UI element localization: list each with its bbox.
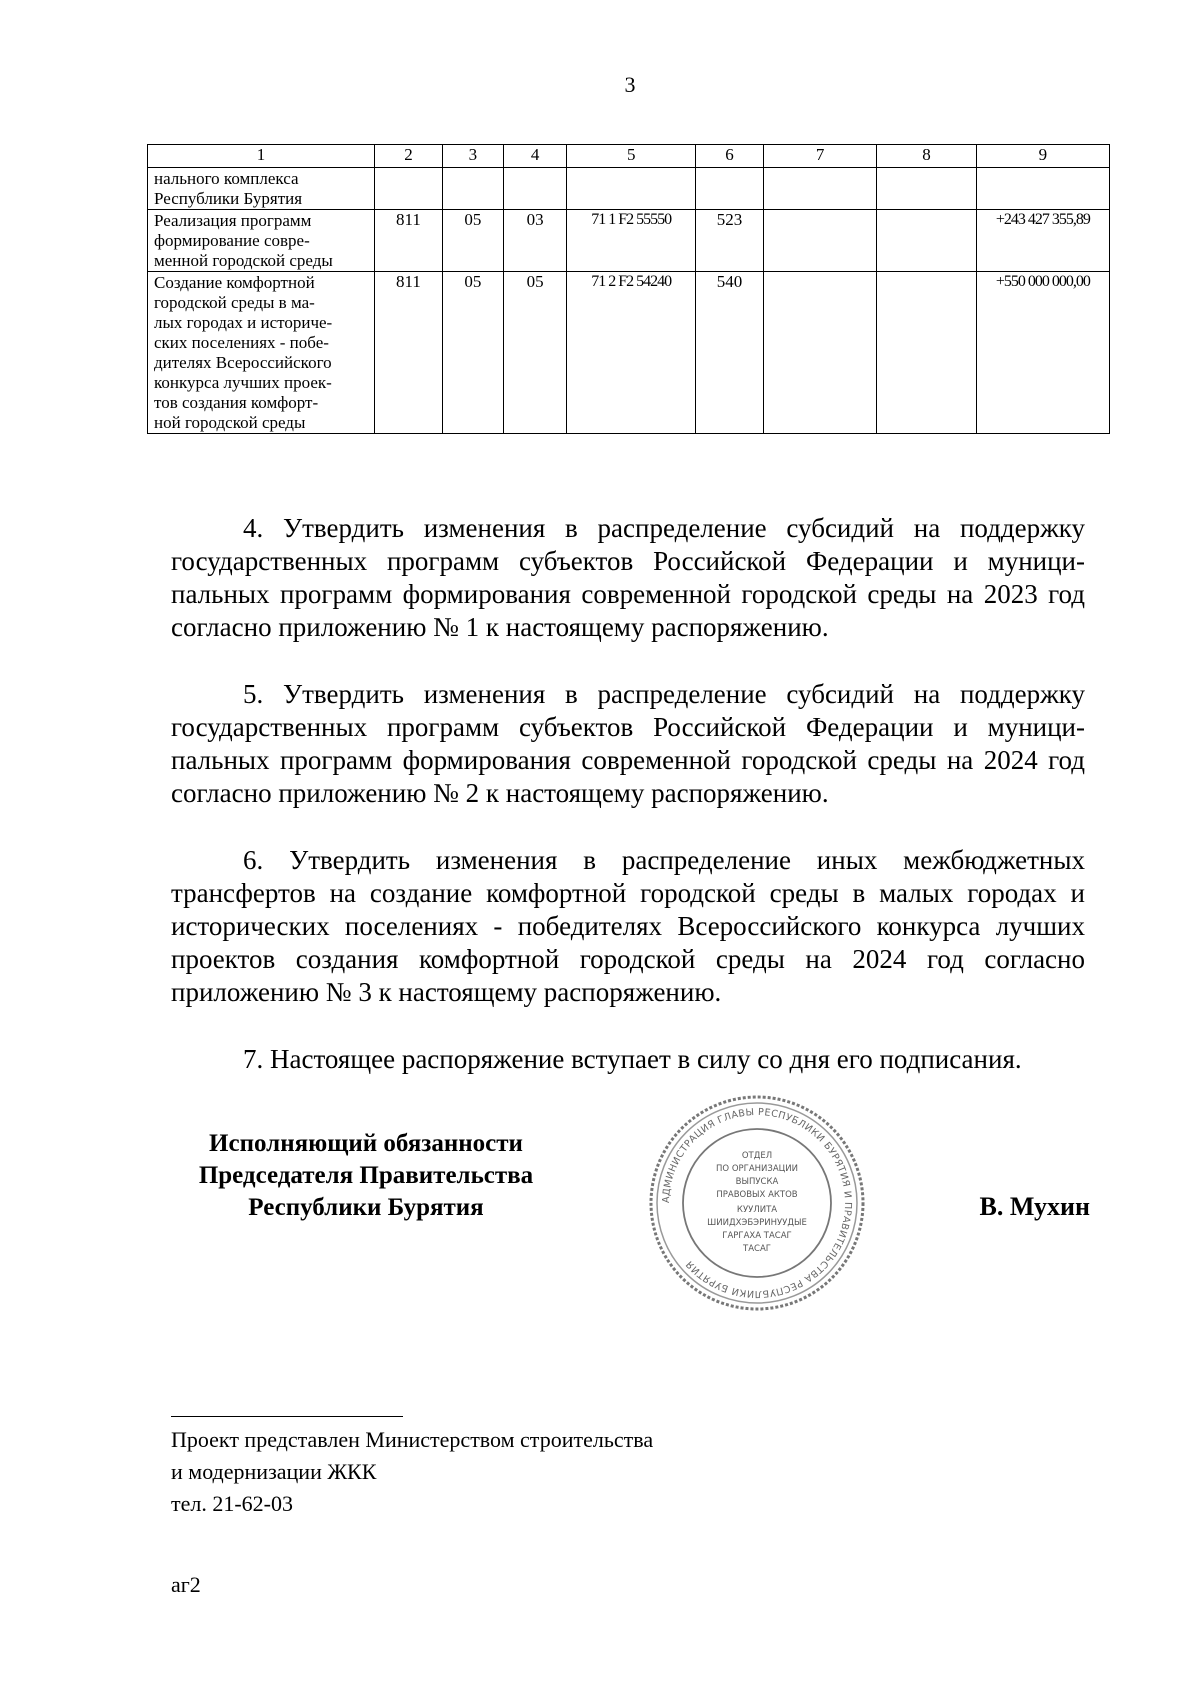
cell-c2: 811 xyxy=(375,210,443,272)
cell-c6 xyxy=(696,168,764,210)
column-header: 1 xyxy=(148,145,375,168)
row-name-line: ских поселениях - побе- xyxy=(154,333,329,352)
row-name-line: дителях Всероссийского xyxy=(154,353,332,372)
cell-c2 xyxy=(375,168,443,210)
seal-inner-line: ТАСАГ xyxy=(743,1244,771,1254)
cell-c5: 71 1 F2 55550 xyxy=(567,210,696,272)
footer-line: Проект представлен Министерством строительства xyxy=(171,1427,654,1452)
seal-inner-line: ВЫПУСКА xyxy=(735,1177,779,1187)
seal-ring-text: АДМИНИСТРАЦИЯ ГЛАВЫ РЕСПУБЛИКИ БУРЯТИЯ И ПРАВИТЕЛЬСТВА РЕСПУБЛИКИ БУРЯТИЯ xyxy=(660,1106,854,1300)
row-name-line: менной городской среды xyxy=(154,251,333,270)
row-name-line: ной городской среды xyxy=(154,413,306,432)
seal-inner-line: КУУЛИТА xyxy=(736,1205,778,1215)
cell-c3 xyxy=(442,168,503,210)
cell-c7 xyxy=(763,272,877,434)
official-seal-stamp xyxy=(646,1092,868,1314)
cell-c5 xyxy=(567,168,696,210)
cell-c6: 540 xyxy=(696,272,764,434)
cell-c7 xyxy=(763,210,877,272)
cell-c2: 811 xyxy=(375,272,443,434)
row-name-line: Создание комфортной xyxy=(154,273,315,292)
row-name-cell xyxy=(148,272,375,434)
cell-c4: 03 xyxy=(503,210,566,272)
signatory-title-line: Республики Бурятия xyxy=(248,1194,484,1221)
table-row xyxy=(148,168,1110,210)
table-row xyxy=(148,272,1110,434)
cell-c3: 05 xyxy=(442,210,503,272)
table-row xyxy=(148,210,1110,272)
footer-note xyxy=(171,1424,771,1520)
signatory-title xyxy=(166,1128,566,1224)
cell-c8 xyxy=(877,168,976,210)
seal-inner-line: ОТДЕЛ xyxy=(741,1151,773,1161)
cell-c9: +550 000 000,00 xyxy=(976,272,1109,434)
seal-inner-line: ПРАВОВЫХ АКТОВ xyxy=(716,1190,798,1200)
row-name-cell xyxy=(148,210,375,272)
signatory-title-line: Исполняющий обязанности xyxy=(209,1130,523,1157)
footer-line: и модернизации ЖКК xyxy=(171,1459,377,1484)
column-header: 4 xyxy=(503,145,566,168)
cell-c6: 523 xyxy=(696,210,764,272)
signatory-name: В. Мухин xyxy=(979,1192,1090,1221)
cell-c4: 05 xyxy=(503,272,566,434)
cell-c9 xyxy=(976,168,1109,210)
cell-c5: 71 2 F2 54240 xyxy=(567,272,696,434)
row-name-line: лых городах и историче- xyxy=(154,313,333,332)
row-name-line: формирование совре- xyxy=(154,231,310,250)
row-name-line: городской среды в ма- xyxy=(154,293,315,312)
column-header: 9 xyxy=(976,145,1109,168)
column-header: 3 xyxy=(442,145,503,168)
column-header: 2 xyxy=(375,145,443,168)
column-header: 6 xyxy=(696,145,764,168)
resolution-paragraphs xyxy=(171,512,1085,1110)
footer-line: тел. 21-62-03 xyxy=(171,1491,294,1516)
budget-table xyxy=(147,144,1110,434)
paragraph-7: 7. Настоящее распоряжение вступает в силу со дня его подписания. xyxy=(243,1044,1022,1074)
table-header-row xyxy=(148,145,1110,168)
document-code: аг2 xyxy=(171,1572,201,1597)
cell-c7 xyxy=(763,168,877,210)
seal-inner-line: ШИИДХЭБЭРИНУУДЫЕ xyxy=(707,1218,807,1228)
cell-c9: +243 427 355,89 xyxy=(976,210,1109,272)
row-name-line: конкурса лучших проек- xyxy=(154,373,332,392)
signatory-title-line: Председателя Правительства xyxy=(198,1162,534,1189)
seal-inner-line: ПО ОРГАНИЗАЦИИ xyxy=(716,1164,798,1174)
seal-inner-line: ГАРГАХА ТАСАГ xyxy=(722,1231,792,1241)
cell-c8 xyxy=(877,210,976,272)
cell-c4 xyxy=(503,168,566,210)
paragraph-5: 5. Утвердить изменения в распределение субсидий на поддержку государственных программ субъектов Российской Федерации и муници-пальных программ формирования современной городской среды на 2024 год согласно приложению № 2 к настоящему распоряжению. xyxy=(171,679,1085,808)
svg-text:АДМИНИСТРАЦИЯ ГЛАВЫ РЕСПУБЛИКИ xyxy=(661,1107,853,1299)
row-name-line: Реализация программ xyxy=(154,211,312,230)
table-body xyxy=(148,168,1110,434)
column-header: 8 xyxy=(877,145,976,168)
page-number: 3 xyxy=(624,72,636,97)
column-header: 7 xyxy=(763,145,877,168)
paragraph-4: 4. Утвердить изменения в распределение субсидий на поддержку государственных программ субъектов Российской Федерации и муници-пальных программ формирования современной городской среды на 2023 год согласно приложению № 1 к настоящему распоряжению. xyxy=(171,513,1085,642)
column-header: 5 xyxy=(567,145,696,168)
row-name-line: нального комплекса xyxy=(154,169,299,188)
paragraph-6: 6. Утвердить изменения в распределение иных межбюджетных трансфертов на создание комфортной городской среды в малых городах и исторических поселениях - победителях Всероссийского конкурса лучших проектов создания комфортной городской среды на 2024 год согласно приложению № 3 к настоящему распоряжению. xyxy=(171,845,1085,1007)
row-name-line: Республики Бурятия xyxy=(154,189,303,208)
cell-c8 xyxy=(877,272,976,434)
row-name-line: тов создания комфорт- xyxy=(154,393,319,412)
cell-c3: 05 xyxy=(442,272,503,434)
footer-divider xyxy=(171,1416,403,1417)
row-name-cell xyxy=(148,168,375,210)
